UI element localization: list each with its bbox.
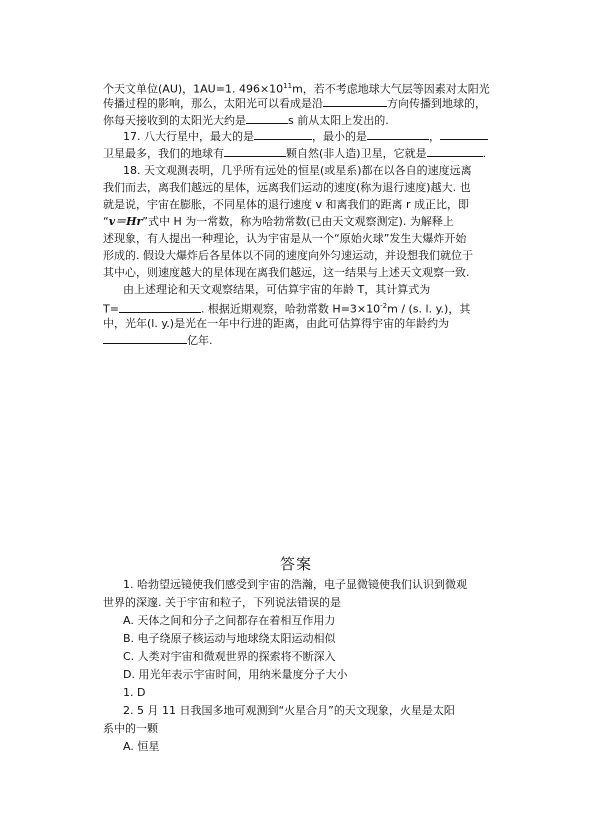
- q18-blank-formula[interactable]: [119, 302, 201, 313]
- answer-q2-line-1: 2. 5 月 11 日我国多地可观测到“火星合月”的天文现象，火星是太阳: [123, 704, 455, 717]
- q17-blank-name[interactable]: [427, 146, 483, 157]
- answers-heading: 答案: [279, 555, 312, 573]
- q18-line-7: 其中心，则速度越大的星体现在离我们越远，这一结果与上述天文观察一致.: [103, 266, 470, 279]
- answer-q1-line-1: 1. 哈勃望远镜使我们感受到宇宙的浩瀚，电子显微镜使我们认识到微观: [123, 578, 467, 591]
- answer-q1-line-2: 世界的深邃. 关于宇宙和粒子，下列说法错误的是: [103, 596, 341, 609]
- q18-blank-age[interactable]: [103, 333, 187, 344]
- answer-q1-option-d: D. 用光年表示宇宙时间，用纳米量度分子大小: [123, 668, 348, 681]
- q18-line-11: 亿年.: [103, 332, 501, 349]
- q17-line-2: 卫星最多，我们的地球有 颗自然(非人造)卫星，它就是 .: [103, 147, 487, 160]
- q18-line-10: 中，光年(l. y.)是光在一年中行进的距离，由此可估算得宇宙的年龄约为: [103, 317, 450, 330]
- question-17: [103, 128, 501, 162]
- q16-line-2: 传播过程的影响，那么，太阳光可以看成是沿 方向传播到地球的，: [103, 97, 486, 110]
- q17-blank-largest[interactable]: [254, 129, 312, 140]
- q18-line-1: 18. 天文观测表明，几乎所有远处的恒星(或星系)都在以各自的速度远离: [123, 164, 472, 177]
- q16-blank-seconds[interactable]: [246, 113, 288, 124]
- q18-line-9: T= . 根据近期观察，哈勃常数 $H=3\times 10^{-2}m / (s$. l. y.)，其: [103, 302, 471, 315]
- q18-line-3: 就是说，宇宙在膨胀，不同星体的退行速度 v 和离我们的距离 r 成正比，即: [103, 198, 470, 211]
- answer-q1-option-c: C. 人类对宇宙和微观世界的探索将不断深入: [123, 650, 336, 663]
- q18-exponent: -2: [380, 302, 388, 310]
- answer-q2-line-2: 系中的一颗: [103, 722, 158, 735]
- answers-section: [103, 576, 501, 756]
- answer-q1-option-a: A. 天体之间和分子之间都存在着相互作用力: [123, 614, 336, 627]
- q16-blank-direction[interactable]: [323, 96, 387, 107]
- q16-exponent: 11: [283, 82, 293, 90]
- q17-blank-count[interactable]: [224, 146, 286, 157]
- q17-line-1: 17. 八大行星中，最大的是 ，最小的是 ，: [103, 128, 501, 145]
- q16-line-1: 个天文单位(AU)，1AU=1. $496\times 10^{11}m$，若不考虑地球大气层等因素对太阳光: [103, 82, 490, 95]
- hubble-formula: v＝Hr: [108, 215, 143, 228]
- q18-line-4: “v＝Hr”式中 H 为一常数，称为哈勃常数(已由天文观察测定). 为解释上: [103, 215, 454, 228]
- answer-q2-option-a: A. 恒星: [123, 740, 160, 753]
- q18-line-5: 述现象，有人提出一种理论，认为宇宙是从一个“原始火球”发生大爆炸开始: [103, 232, 467, 245]
- q17-blank-most-moons[interactable]: [440, 129, 488, 140]
- answer-q1-option-b: B. 电子绕原子核运动与地球绕太阳运动相似: [123, 632, 336, 645]
- q18-line-8: 由上述理论和天文观察结果，可估算宇宙的年龄 T，其计算式为: [123, 283, 431, 296]
- question-18: [103, 162, 501, 349]
- question-16: [103, 78, 501, 129]
- answer-q1-key: 1. D: [123, 686, 146, 699]
- q18-line-2: 我们而去，离我们越远的星体，远离我们运动的速度(称为退行速度)越大. 也: [103, 181, 471, 194]
- q16-line-3: 你每天接收到的太阳光大约是 s 前从太阳上发出的.: [103, 114, 389, 127]
- q18-line-6: 形成的. 假设大爆炸后各星体以不同的速度向外匀速运动，并设想我们就位于: [103, 249, 473, 262]
- q17-blank-smallest[interactable]: [367, 129, 429, 140]
